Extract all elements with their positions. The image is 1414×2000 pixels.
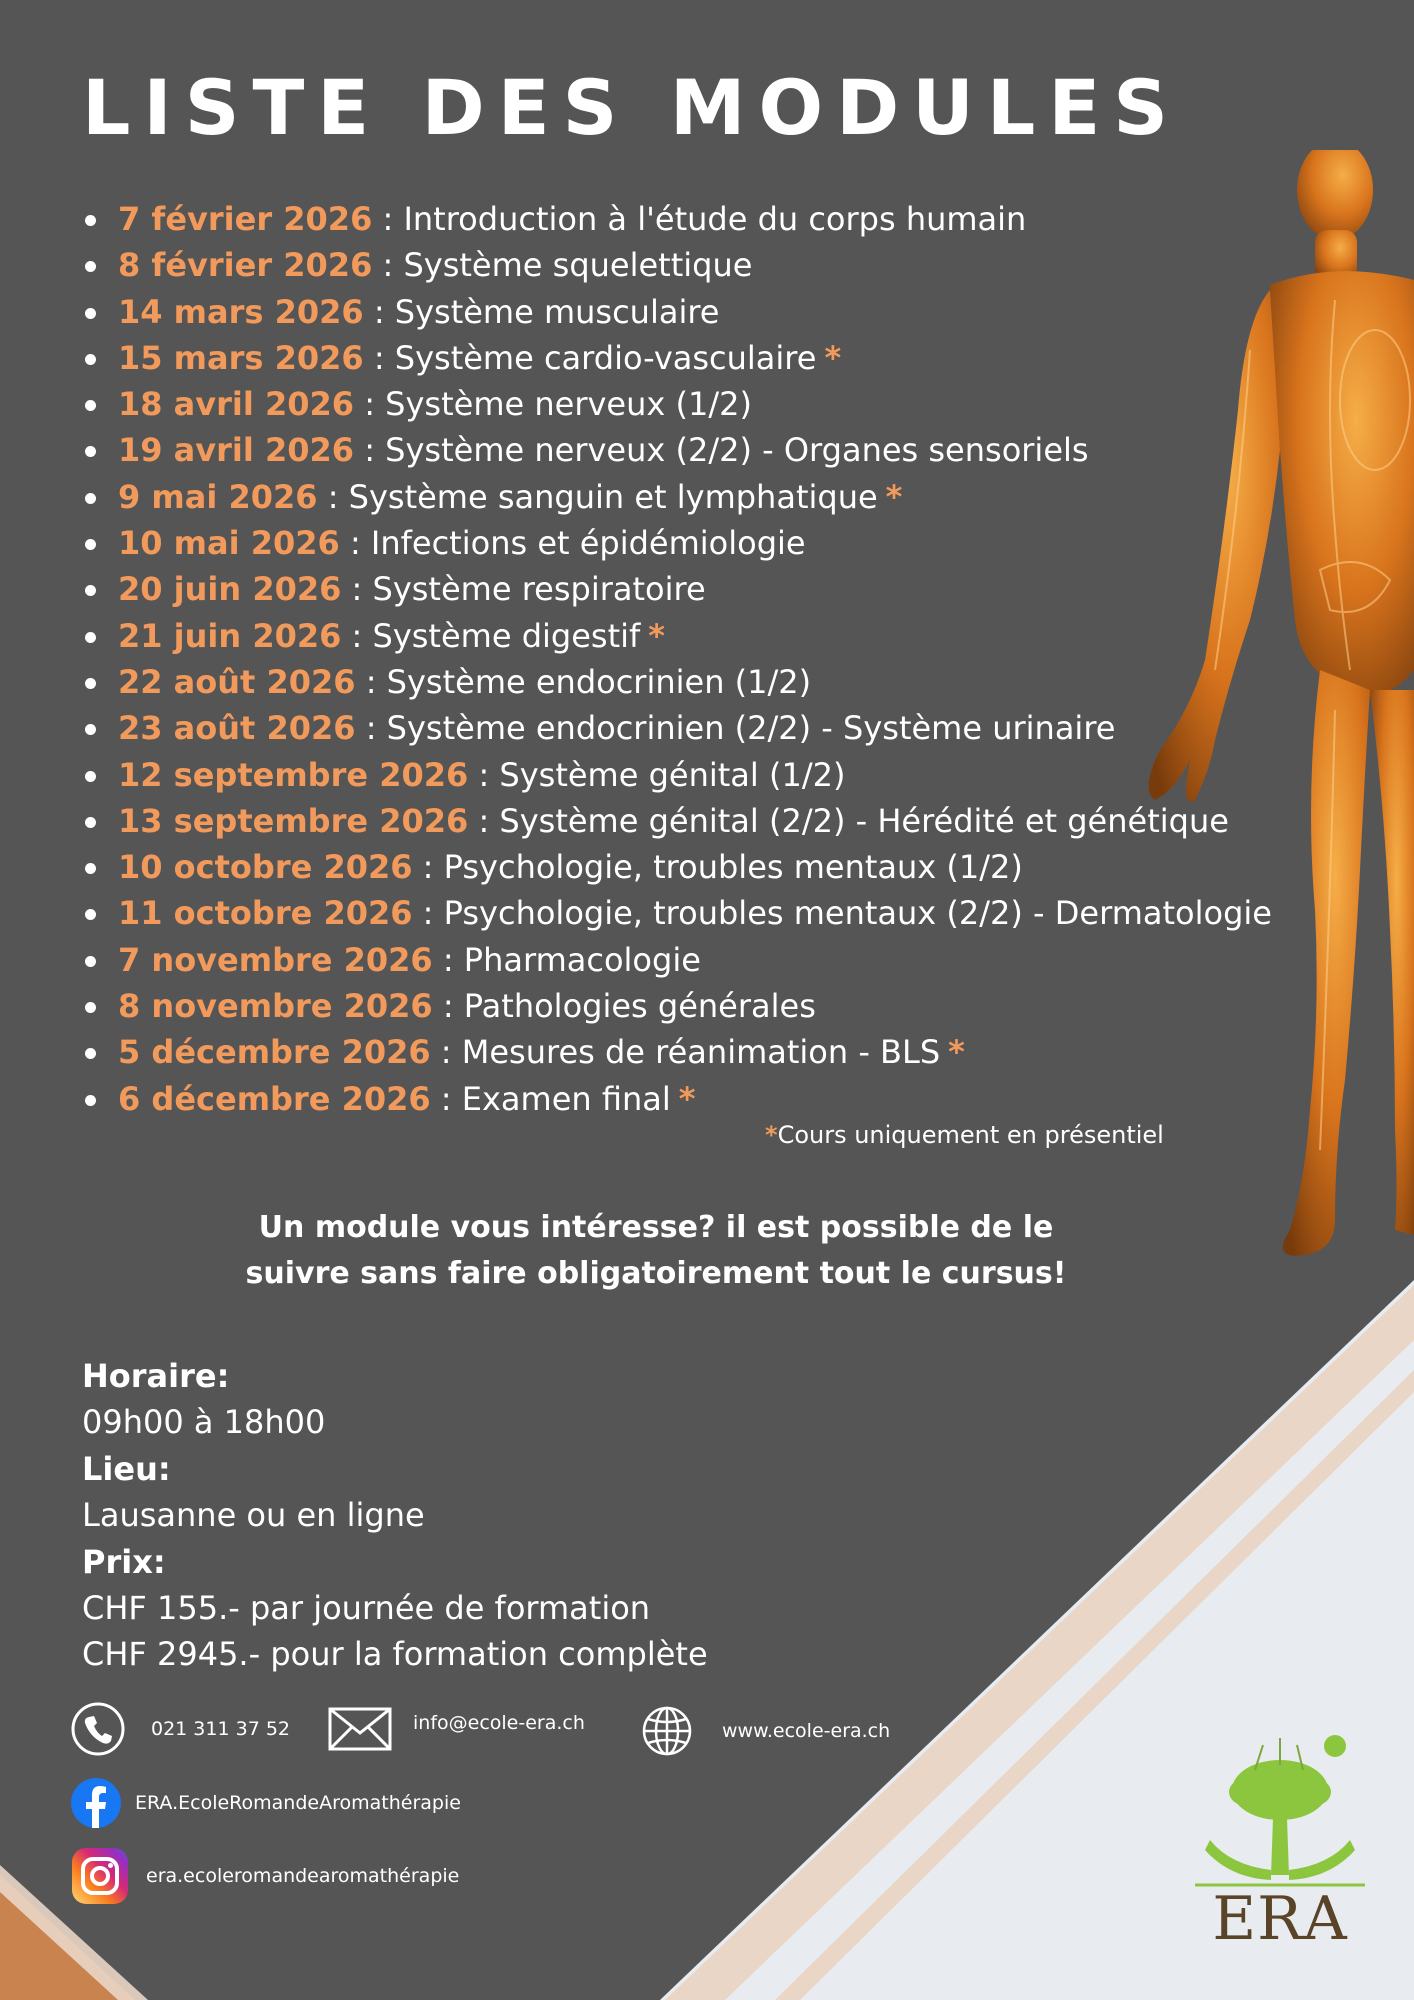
email-contact[interactable] [327, 1704, 585, 1754]
module-separator: : [355, 662, 387, 701]
page-title: LISTE DES MODULES [82, 63, 1181, 152]
module-subject: Psychologie, troubles mentaux (2/2) - Dermatologie [443, 894, 1272, 933]
module-item [82, 844, 1272, 890]
website-contact[interactable] [641, 1705, 890, 1757]
module-onsite-marker: * [648, 616, 665, 655]
module-date: 11 octobre 2026 [118, 894, 413, 933]
instagram-contact[interactable] [70, 1846, 459, 1906]
module-subject: Infections et épidémiologie [370, 524, 806, 563]
module-separator: : [341, 570, 373, 609]
module-separator: : [468, 755, 500, 794]
module-date: 7 février 2026 [118, 200, 373, 238]
module-item [82, 752, 1272, 798]
module-separator: : [468, 801, 500, 840]
module-date: 9 mai 2026 [118, 477, 318, 516]
price-label: Prix: [82, 1542, 166, 1581]
website-url: www.ecole-era.ch [722, 1720, 891, 1742]
module-date: 8 novembre 2026 [118, 987, 433, 1026]
module-item [82, 798, 1272, 844]
module-onsite-marker: * [948, 1033, 965, 1072]
module-date: 6 décembre 2026 [118, 1079, 431, 1118]
module-separator: : [432, 940, 464, 979]
module-item [82, 890, 1272, 936]
module-date: 19 avril 2026 [118, 431, 355, 470]
module-separator: : [432, 987, 464, 1026]
price-full: CHF 2945.- pour la formation complète [82, 1635, 708, 1674]
module-item [82, 381, 1272, 427]
instagram-icon [70, 1846, 130, 1906]
module-item [82, 427, 1272, 473]
footnote [765, 1121, 1164, 1149]
module-separator: : [363, 292, 395, 331]
module-subject: Mesures de réanimation - BLS [461, 1033, 941, 1072]
module-separator: : [354, 431, 386, 470]
module-onsite-marker: * [678, 1079, 696, 1118]
instagram-handle: era.ecoleromandearomathérapie [146, 1865, 460, 1887]
module-date: 23 août 2026 [118, 709, 356, 748]
module-separator: : [412, 894, 444, 933]
module-date: 10 mai 2026 [118, 524, 340, 563]
module-item [82, 983, 1272, 1029]
module-list [82, 196, 1272, 1122]
facebook-handle: ERA.EcoleRomandeAromathérapie [135, 1792, 461, 1814]
module-subject: Système génital (1/2) [499, 755, 846, 794]
module-subject: Système respiratoire [372, 570, 706, 609]
location-label: Lieu: [82, 1449, 171, 1488]
module-date: 5 décembre 2026 [118, 1033, 431, 1072]
module-date: 18 avril 2026 [118, 385, 355, 424]
mail-icon [327, 1704, 393, 1754]
price-day: CHF 155.- par journée de formation [82, 1589, 651, 1628]
phone-number: 021 311 37 52 [151, 1718, 291, 1740]
module-separator: : [341, 616, 373, 655]
module-date: 7 novembre 2026 [118, 940, 433, 979]
module-subject: Psychologie, troubles mentaux (1/2) [443, 848, 1023, 887]
module-onsite-marker: * [885, 477, 903, 516]
module-item [82, 613, 1272, 659]
footnote-asterisk: * [765, 1121, 778, 1149]
location-value: Lausanne ou en ligne [82, 1496, 425, 1535]
module-item [82, 520, 1272, 566]
module-separator: : [339, 524, 371, 563]
phone-icon [70, 1701, 126, 1757]
module-date: 15 mars 2026 [118, 338, 364, 377]
promo-line-2: suivre sans faire obligatoirement tout le cursus! [245, 1256, 1067, 1291]
email-address: info@ecole-era.ch [413, 1712, 585, 1734]
schedule-value: 09h00 à 18h00 [82, 1403, 326, 1442]
facebook-contact[interactable] [70, 1777, 461, 1829]
module-separator: : [363, 338, 395, 377]
module-separator: : [430, 1033, 462, 1072]
module-subject: Système endocrinien (1/2) [386, 662, 812, 701]
module-subject: Système musculaire [394, 292, 720, 331]
module-date: 14 mars 2026 [118, 292, 364, 331]
module-separator: : [430, 1079, 462, 1118]
module-separator: : [372, 246, 404, 285]
module-date: 12 septembre 2026 [118, 755, 469, 794]
module-subject: Système squelettique [403, 246, 753, 285]
module-subject: Système nerveux (2/2) - Organes sensoriels [385, 431, 1089, 470]
module-subject: Système génital (2/2) - Hérédité et génétique [499, 801, 1229, 840]
module-date: 8 février 2026 [118, 246, 373, 285]
module-onsite-marker: * [824, 338, 842, 377]
module-separator: : [355, 709, 387, 748]
module-item [82, 1076, 1272, 1122]
module-subject: Système cardio-vasculaire [394, 338, 817, 377]
module-item [82, 937, 1272, 983]
module-date: 21 juin 2026 [118, 616, 342, 655]
module-separator: : [412, 848, 444, 887]
schedule-label: Horaire: [82, 1357, 230, 1395]
module-item [82, 1029, 1272, 1075]
module-item [82, 289, 1272, 335]
module-item [82, 196, 1272, 242]
module-item [82, 705, 1272, 751]
era-logo-text: ERA [1212, 1884, 1348, 1954]
footnote-text: Cours uniquement en présentiel [777, 1121, 1164, 1149]
module-separator: : [317, 477, 349, 516]
module-subject: Système endocrinien (2/2) - Système urinaire [386, 709, 1116, 748]
module-item [82, 474, 1272, 520]
module-subject: Pathologies générales [463, 987, 816, 1026]
phone-contact[interactable] [70, 1701, 290, 1757]
module-date: 13 septembre 2026 [118, 801, 469, 840]
module-separator: : [354, 385, 386, 424]
promo-text [150, 1205, 1162, 1297]
promo-line-1: Un module vous intéresse? il est possible de le [258, 1210, 1054, 1245]
module-subject: Examen final [461, 1079, 671, 1118]
module-item [82, 242, 1272, 288]
module-item [82, 335, 1272, 381]
module-item [82, 566, 1272, 612]
practical-info [82, 1353, 708, 1678]
module-separator: : [372, 200, 404, 238]
module-subject: Pharmacologie [463, 940, 701, 979]
module-subject: Système sanguin et lymphatique [348, 477, 878, 516]
globe-icon [641, 1705, 693, 1757]
facebook-icon [70, 1777, 122, 1829]
module-date: 10 octobre 2026 [118, 848, 413, 887]
module-subject: Introduction à l'étude du corps humain [403, 200, 1027, 238]
module-date: 20 juin 2026 [118, 570, 342, 609]
module-date: 22 août 2026 [118, 662, 356, 701]
module-subject: Système digestif [372, 616, 641, 655]
module-item [82, 659, 1272, 705]
module-subject: Système nerveux (1/2) [385, 385, 752, 424]
